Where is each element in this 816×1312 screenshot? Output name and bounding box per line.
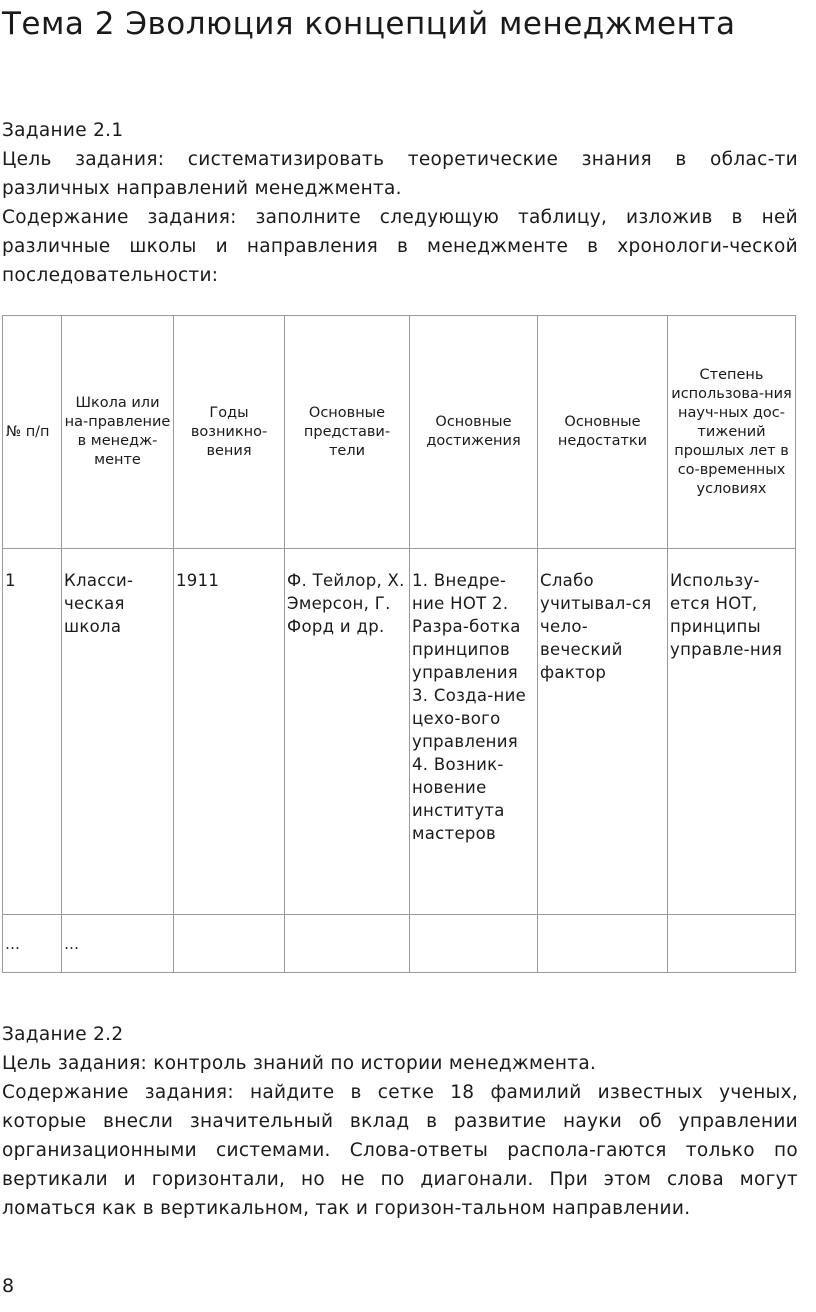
cell-num: 1 — [3, 549, 62, 915]
cell-years: 1911 — [174, 549, 285, 915]
cell-school: … — [62, 915, 174, 973]
task-2-1-goal: Цель задания: систематизировать теоретические знания в облас-ти различных направлений менеджмента. — [2, 149, 798, 199]
cell-drawbacks: Слабо учитывал-ся чело-веческий фактор — [538, 549, 668, 915]
table-row — [3, 915, 796, 973]
header-representatives: Основные представи-тели — [285, 316, 410, 549]
cell-num: … — [3, 915, 62, 973]
page-title: Тема 2 Эволюция концепций менеджмента — [2, 6, 736, 42]
table-header-row — [3, 316, 796, 549]
task-2-2-content: Содержание задания: найдите в сетке 18 фамилий известных ученых, которые внесли значительный вклад в развитие науки об управлении организационными системами. Слова-ответы распола-гаются только по вертикали и горизонтали, но не по диагонали. При этом слова могут ломаться как в вертикальном, так и горизон-тальном направлении. — [2, 1082, 798, 1219]
cell-empty — [668, 915, 796, 973]
table-row — [3, 549, 796, 915]
page-number: 8 — [2, 1275, 15, 1297]
task-2-2-goal: Цель задания: контроль знаний по истории менеджмента. — [2, 1053, 597, 1074]
cell-achievements: 1. Внедре-ние НОТ 2. Разра-ботка принципов управления 3. Созда-ние цехо-вого управления 4. Возник-новение института мастеров — [410, 549, 538, 915]
schools-table — [2, 315, 796, 973]
header-school: Школа или на-правление в менедж-менте — [62, 316, 174, 549]
cell-usage: Использу-ется НОТ, принципы управле-ния — [668, 549, 796, 915]
header-usage: Степень использова-ния науч-ных дос-тижений прошлых лет в со-временных условиях — [668, 316, 796, 549]
task-2-1-content: Содержание задания: заполните следующую таблицу, изложив в ней различные школы и направления в менеджменте в хронологи-ческой последовательности: — [2, 207, 798, 286]
cell-school: Класси-ческая школа — [62, 549, 174, 915]
cell-empty — [285, 915, 410, 973]
cell-empty — [538, 915, 668, 973]
cell-empty — [174, 915, 285, 973]
cell-empty — [410, 915, 538, 973]
cell-representatives: Ф. Тейлор, Х. Эмерсон, Г. Форд и др. — [285, 549, 410, 915]
task-2-1-heading: Задание 2.1 — [2, 120, 124, 141]
header-achievements: Основные достижения — [410, 316, 538, 549]
header-drawbacks: Основные недостатки — [538, 316, 668, 549]
task-2-2-heading: Задание 2.2 — [2, 1024, 124, 1045]
header-num: № п/п — [3, 316, 62, 549]
header-years: Годы возникно-вения — [174, 316, 285, 549]
